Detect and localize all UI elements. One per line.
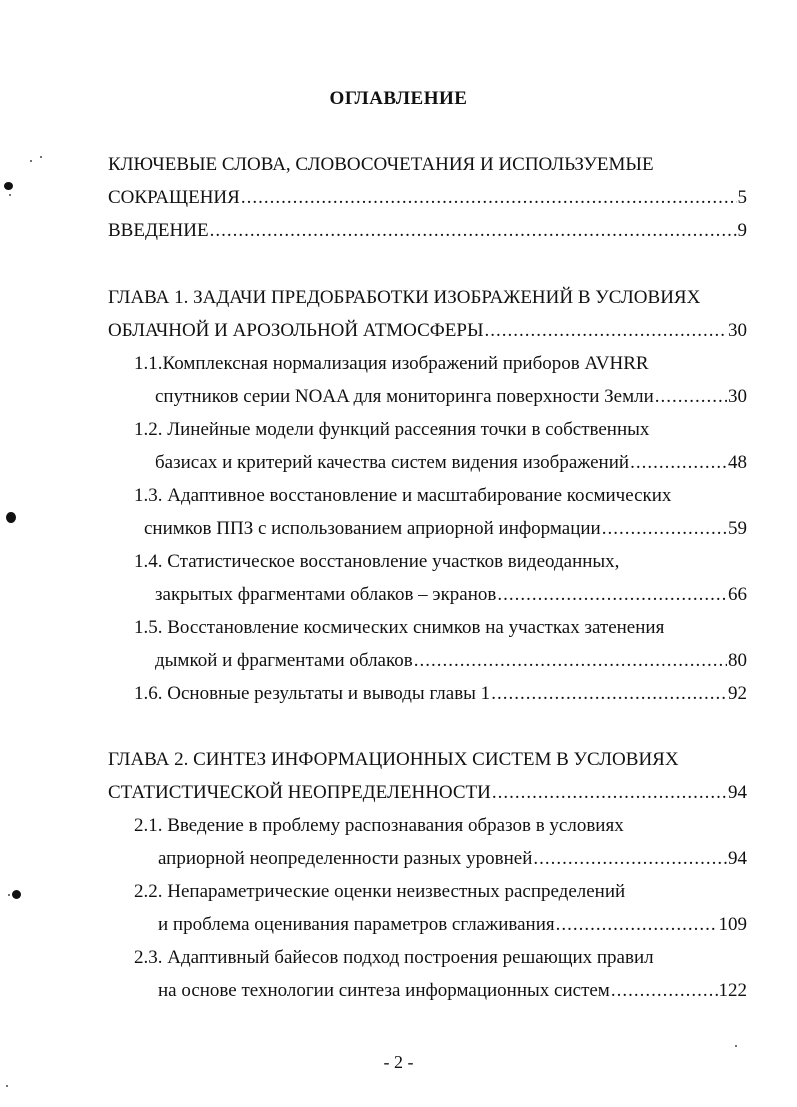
- toc-entry-page: 94: [728, 848, 747, 869]
- toc-entry-title: ВВЕДЕНИЕ: [108, 220, 209, 241]
- toc-entry-page: 5: [737, 187, 747, 208]
- scan-speck: [40, 156, 42, 158]
- toc-entry[interactable]: [158, 913, 747, 937]
- dot-leader: [655, 385, 727, 409]
- toc-entry[interactable]: [108, 319, 747, 343]
- dot-leader: [497, 583, 727, 607]
- toc-entry[interactable]: [155, 649, 747, 673]
- chapter-heading: ГЛАВА 1. ЗАДАЧИ ПРЕДОБРАБОТКИ ИЗОБРАЖЕНИЙ В УСЛОВИЯХ: [108, 287, 701, 308]
- page-number: - 2 -: [383, 1052, 414, 1072]
- toc-entry-title: спутников серии NOAA для мониторинга поверхности Земли: [155, 386, 654, 407]
- toc-entry-page: 92: [728, 683, 747, 704]
- toc-line: 1.4. Статистическое восстановление участков видеоданных,: [134, 551, 620, 572]
- toc-entry-title: на основе технологии синтеза информационных систем: [158, 980, 610, 1001]
- toc-entry-title: ОБЛАЧНОЙ И АРОЗОЛЬНОЙ АТМОСФЕРЫ: [108, 320, 484, 341]
- scan-mark: [4, 182, 13, 190]
- toc-entry-title: дымкой и фрагментами облаков: [155, 650, 413, 671]
- scan-speck: [9, 194, 11, 196]
- toc-line: 1.3. Адаптивное восстановление и масштабирование космических: [134, 485, 672, 506]
- toc-line: 2.1. Введение в проблему распознавания образов в условиях: [134, 815, 624, 836]
- dot-leader: [611, 979, 718, 1003]
- toc-line: КЛЮЧЕВЫЕ СЛОВА, СЛОВОСОЧЕТАНИЯ И ИСПОЛЬЗУЕМЫЕ: [108, 154, 654, 175]
- dot-leader: [414, 649, 727, 673]
- toc-entry[interactable]: [158, 847, 747, 871]
- toc-entry-page: 30: [728, 320, 747, 341]
- toc-entry-title: априорной неопределенности разных уровней: [158, 848, 533, 869]
- toc-entry-title: и проблема оценивания параметров сглаживания: [158, 914, 555, 935]
- toc-entry[interactable]: [155, 583, 747, 607]
- scan-mark: [12, 890, 21, 899]
- dot-leader: [556, 913, 718, 937]
- toc-entry[interactable]: [134, 682, 747, 706]
- toc-entry[interactable]: [144, 517, 747, 541]
- dot-leader: [241, 186, 737, 210]
- toc-entry-title: 1.6. Основные результаты и выводы главы 1: [134, 683, 491, 704]
- chapter-heading: ГЛАВА 2. СИНТЕЗ ИНФОРМАЦИОННЫХ СИСТЕМ В УСЛОВИЯХ: [108, 749, 679, 770]
- page-title: ОГЛАВЛЕНИЕ: [329, 88, 468, 109]
- toc-line: 2.2. Непараметрические оценки неизвестных распределений: [134, 881, 626, 902]
- scan-mark: [6, 512, 16, 523]
- dot-leader: [210, 219, 737, 243]
- toc-line: 2.3. Адаптивный байесов подход построения решающих правил: [134, 947, 654, 968]
- dot-leader: [485, 319, 727, 343]
- toc-entry[interactable]: [108, 186, 747, 210]
- dot-leader: [533, 847, 727, 871]
- dot-leader: [492, 781, 727, 805]
- dot-leader: [630, 451, 727, 475]
- toc-entry-title: СТАТИСТИЧЕСКОЙ НЕОПРЕДЕЛЕННОСТИ: [108, 782, 491, 803]
- toc-entry-page: 48: [728, 452, 747, 473]
- dot-leader: [491, 682, 727, 706]
- scan-speck: [30, 160, 32, 162]
- toc-entry[interactable]: [158, 979, 747, 1003]
- toc-line: 1.5. Восстановление космических снимков на участках затенения: [134, 617, 665, 638]
- toc-entry-page: 30: [728, 386, 747, 407]
- toc-entry-title: базисах и критерий качества систем видения изображений: [155, 452, 630, 473]
- toc-entry-page: 9: [737, 220, 747, 241]
- scan-speck: [6, 1085, 8, 1087]
- toc-entry[interactable]: [155, 385, 747, 409]
- toc-entry-page: 122: [718, 980, 747, 1001]
- toc-entry-page: 66: [728, 584, 747, 605]
- toc-line: 1.2. Линейные модели функций рассеяния точки в собственных: [134, 419, 650, 440]
- toc-entry-page: 109: [718, 914, 747, 935]
- toc-entry-title: снимков ППЗ с использованием априорной информации: [144, 518, 601, 539]
- toc-entry[interactable]: [108, 781, 747, 805]
- toc-entry-page: 59: [728, 518, 747, 539]
- toc-entry-title: закрытых фрагментами облаков – экранов: [155, 584, 497, 605]
- scan-speck: [8, 894, 10, 896]
- toc-line: 1.1.Комплексная нормализация изображений приборов AVHRR: [134, 353, 649, 374]
- toc-entry[interactable]: [108, 219, 747, 243]
- scan-speck: [735, 1045, 737, 1047]
- dot-leader: [602, 517, 727, 541]
- toc-entry-title: СОКРАЩЕНИЯ: [108, 187, 240, 208]
- toc-entry[interactable]: [155, 451, 747, 475]
- toc-entry-page: 80: [728, 650, 747, 671]
- toc-entry-page: 94: [728, 782, 747, 803]
